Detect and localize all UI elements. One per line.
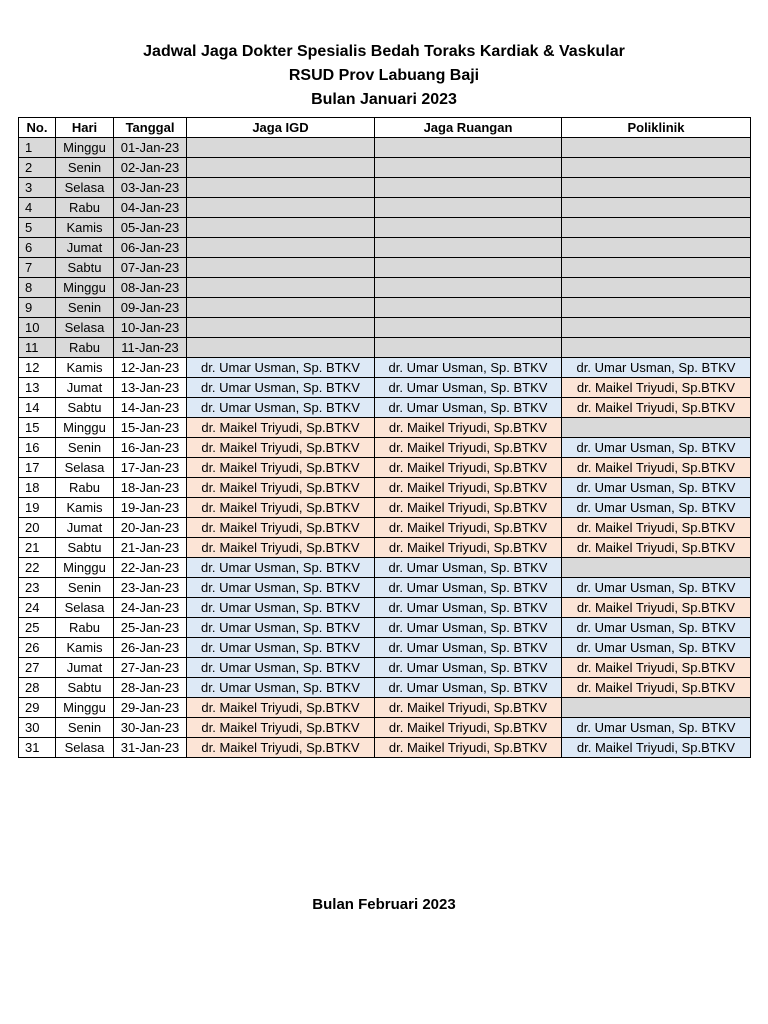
cell-jaga-ruangan: dr. Umar Usman, Sp. BTKV (375, 598, 562, 618)
cell-tanggal: 06-Jan-23 (114, 238, 187, 258)
cell-jaga-ruangan: dr. Maikel Triyudi, Sp.BTKV (375, 518, 562, 538)
cell-jaga-ruangan (375, 198, 562, 218)
table-row (19, 638, 751, 658)
cell-poliklinik (562, 338, 751, 358)
cell-jaga-igd: dr. Umar Usman, Sp. BTKV (187, 398, 375, 418)
cell-no: 12 (19, 358, 56, 378)
cell-hari: Senin (56, 158, 114, 178)
cell-no: 1 (19, 138, 56, 158)
cell-no: 14 (19, 398, 56, 418)
cell-tanggal: 09-Jan-23 (114, 298, 187, 318)
cell-no: 9 (19, 298, 56, 318)
cell-no: 25 (19, 618, 56, 638)
cell-hari: Minggu (56, 278, 114, 298)
cell-hari: Sabtu (56, 398, 114, 418)
table-row (19, 238, 751, 258)
cell-hari: Minggu (56, 418, 114, 438)
cell-jaga-igd: dr. Umar Usman, Sp. BTKV (187, 358, 375, 378)
cell-jaga-igd (187, 318, 375, 338)
cell-jaga-igd: dr. Umar Usman, Sp. BTKV (187, 638, 375, 658)
document-title: Jadwal Jaga Dokter Spesialis Bedah Toraks Kardiak & Vaskular (143, 43, 625, 60)
cell-hari: Kamis (56, 498, 114, 518)
cell-tanggal: 24-Jan-23 (114, 598, 187, 618)
cell-poliklinik: dr. Maikel Triyudi, Sp.BTKV (562, 378, 751, 398)
cell-no: 20 (19, 518, 56, 538)
cell-no: 11 (19, 338, 56, 358)
cell-jaga-ruangan: dr. Maikel Triyudi, Sp.BTKV (375, 458, 562, 478)
cell-tanggal: 25-Jan-23 (114, 618, 187, 638)
cell-jaga-igd (187, 158, 375, 178)
cell-jaga-igd (187, 298, 375, 318)
cell-jaga-ruangan: dr. Umar Usman, Sp. BTKV (375, 578, 562, 598)
cell-hari: Minggu (56, 138, 114, 158)
cell-jaga-igd: dr. Maikel Triyudi, Sp.BTKV (187, 538, 375, 558)
cell-no: 3 (19, 178, 56, 198)
table-row (19, 478, 751, 498)
cell-no: 17 (19, 458, 56, 478)
cell-poliklinik: dr. Umar Usman, Sp. BTKV (562, 438, 751, 458)
cell-jaga-igd (187, 338, 375, 358)
cell-jaga-ruangan: dr. Umar Usman, Sp. BTKV (375, 398, 562, 418)
cell-no: 16 (19, 438, 56, 458)
cell-tanggal: 04-Jan-23 (114, 198, 187, 218)
cell-tanggal: 26-Jan-23 (114, 638, 187, 658)
cell-tanggal: 30-Jan-23 (114, 718, 187, 738)
cell-hari: Selasa (56, 318, 114, 338)
cell-jaga-igd: dr. Umar Usman, Sp. BTKV (187, 678, 375, 698)
cell-no: 6 (19, 238, 56, 258)
cell-tanggal: 01-Jan-23 (114, 138, 187, 158)
cell-jaga-ruangan: dr. Maikel Triyudi, Sp.BTKV (375, 738, 562, 758)
cell-jaga-igd (187, 218, 375, 238)
schedule-table (18, 117, 751, 758)
cell-tanggal: 31-Jan-23 (114, 738, 187, 758)
cell-tanggal: 20-Jan-23 (114, 518, 187, 538)
cell-poliklinik: dr. Umar Usman, Sp. BTKV (562, 618, 751, 638)
cell-jaga-igd: dr. Umar Usman, Sp. BTKV (187, 598, 375, 618)
cell-poliklinik (562, 138, 751, 158)
table-row (19, 138, 751, 158)
table-row (19, 538, 751, 558)
cell-poliklinik: dr. Umar Usman, Sp. BTKV (562, 358, 751, 378)
cell-tanggal: 03-Jan-23 (114, 178, 187, 198)
table-row (19, 378, 751, 398)
cell-tanggal: 05-Jan-23 (114, 218, 187, 238)
cell-hari: Jumat (56, 238, 114, 258)
cell-poliklinik (562, 158, 751, 178)
cell-tanggal: 22-Jan-23 (114, 558, 187, 578)
table-row (19, 598, 751, 618)
table-row (19, 418, 751, 438)
cell-hari: Rabu (56, 618, 114, 638)
cell-hari: Minggu (56, 558, 114, 578)
cell-poliklinik (562, 278, 751, 298)
table-row (19, 298, 751, 318)
cell-tanggal: 18-Jan-23 (114, 478, 187, 498)
cell-jaga-igd: dr. Umar Usman, Sp. BTKV (187, 618, 375, 638)
cell-no: 5 (19, 218, 56, 238)
table-row (19, 218, 751, 238)
cell-hari: Selasa (56, 458, 114, 478)
cell-poliklinik: dr. Umar Usman, Sp. BTKV (562, 718, 751, 738)
cell-jaga-igd: dr. Umar Usman, Sp. BTKV (187, 558, 375, 578)
cell-tanggal: 07-Jan-23 (114, 258, 187, 278)
cell-hari: Jumat (56, 518, 114, 538)
cell-no: 13 (19, 378, 56, 398)
cell-hari: Jumat (56, 378, 114, 398)
cell-no: 24 (19, 598, 56, 618)
table-row (19, 398, 751, 418)
cell-no: 28 (19, 678, 56, 698)
cell-tanggal: 23-Jan-23 (114, 578, 187, 598)
table-row (19, 678, 751, 698)
cell-no: 8 (19, 278, 56, 298)
cell-jaga-igd: dr. Maikel Triyudi, Sp.BTKV (187, 418, 375, 438)
cell-jaga-igd: dr. Maikel Triyudi, Sp.BTKV (187, 498, 375, 518)
cell-jaga-ruangan (375, 318, 562, 338)
header-jaga-ruangan: Jaga Ruangan (375, 118, 562, 138)
cell-hari: Sabtu (56, 678, 114, 698)
cell-poliklinik: dr. Umar Usman, Sp. BTKV (562, 498, 751, 518)
cell-tanggal: 13-Jan-23 (114, 378, 187, 398)
table-row (19, 738, 751, 758)
cell-tanggal: 15-Jan-23 (114, 418, 187, 438)
cell-tanggal: 16-Jan-23 (114, 438, 187, 458)
cell-tanggal: 29-Jan-23 (114, 698, 187, 718)
cell-jaga-ruangan (375, 138, 562, 158)
cell-jaga-igd (187, 278, 375, 298)
next-month-title: Bulan Februari 2023 (312, 896, 456, 913)
cell-jaga-ruangan: dr. Maikel Triyudi, Sp.BTKV (375, 478, 562, 498)
cell-jaga-ruangan (375, 238, 562, 258)
cell-hari: Sabtu (56, 538, 114, 558)
cell-hari: Minggu (56, 698, 114, 718)
cell-poliklinik (562, 698, 751, 718)
cell-poliklinik (562, 558, 751, 578)
cell-poliklinik (562, 218, 751, 238)
cell-tanggal: 28-Jan-23 (114, 678, 187, 698)
cell-poliklinik (562, 418, 751, 438)
cell-hari: Selasa (56, 598, 114, 618)
table-row (19, 498, 751, 518)
table-row (19, 578, 751, 598)
cell-jaga-igd: dr. Maikel Triyudi, Sp.BTKV (187, 478, 375, 498)
cell-hari: Senin (56, 718, 114, 738)
table-row (19, 458, 751, 478)
table-row (19, 178, 751, 198)
cell-poliklinik (562, 238, 751, 258)
cell-poliklinik: dr. Maikel Triyudi, Sp.BTKV (562, 598, 751, 618)
cell-hari: Senin (56, 578, 114, 598)
cell-jaga-ruangan: dr. Maikel Triyudi, Sp.BTKV (375, 438, 562, 458)
month-title: Bulan Januari 2023 (311, 91, 457, 108)
cell-no: 2 (19, 158, 56, 178)
cell-hari: Rabu (56, 198, 114, 218)
cell-tanggal: 11-Jan-23 (114, 338, 187, 358)
header-hari: Hari (56, 118, 114, 138)
table-row (19, 158, 751, 178)
cell-jaga-ruangan: dr. Maikel Triyudi, Sp.BTKV (375, 538, 562, 558)
cell-no: 21 (19, 538, 56, 558)
cell-tanggal: 02-Jan-23 (114, 158, 187, 178)
cell-hari: Selasa (56, 738, 114, 758)
table-row (19, 318, 751, 338)
cell-jaga-ruangan: dr. Umar Usman, Sp. BTKV (375, 378, 562, 398)
table-row (19, 718, 751, 738)
cell-jaga-igd (187, 238, 375, 258)
cell-jaga-igd: dr. Umar Usman, Sp. BTKV (187, 378, 375, 398)
cell-tanggal: 27-Jan-23 (114, 658, 187, 678)
table-body (19, 138, 751, 758)
table-row (19, 518, 751, 538)
cell-jaga-ruangan: dr. Maikel Triyudi, Sp.BTKV (375, 418, 562, 438)
table-header-row (19, 118, 751, 138)
cell-jaga-ruangan: dr. Maikel Triyudi, Sp.BTKV (375, 698, 562, 718)
cell-poliklinik (562, 258, 751, 278)
cell-jaga-igd: dr. Maikel Triyudi, Sp.BTKV (187, 718, 375, 738)
cell-jaga-igd (187, 198, 375, 218)
cell-no: 31 (19, 738, 56, 758)
header-tanggal: Tanggal (114, 118, 187, 138)
cell-no: 19 (19, 498, 56, 518)
cell-poliklinik (562, 298, 751, 318)
cell-jaga-ruangan (375, 338, 562, 358)
header-jaga-igd: Jaga IGD (187, 118, 375, 138)
cell-poliklinik: dr. Maikel Triyudi, Sp.BTKV (562, 538, 751, 558)
cell-no: 22 (19, 558, 56, 578)
cell-no: 7 (19, 258, 56, 278)
cell-jaga-ruangan: dr. Maikel Triyudi, Sp.BTKV (375, 718, 562, 738)
cell-poliklinik: dr. Maikel Triyudi, Sp.BTKV (562, 738, 751, 758)
cell-jaga-ruangan: dr. Umar Usman, Sp. BTKV (375, 618, 562, 638)
cell-jaga-ruangan (375, 258, 562, 278)
cell-jaga-ruangan: dr. Umar Usman, Sp. BTKV (375, 678, 562, 698)
cell-tanggal: 08-Jan-23 (114, 278, 187, 298)
cell-jaga-ruangan: dr. Umar Usman, Sp. BTKV (375, 558, 562, 578)
table-row (19, 558, 751, 578)
cell-poliklinik (562, 198, 751, 218)
cell-jaga-igd: dr. Maikel Triyudi, Sp.BTKV (187, 458, 375, 478)
cell-hari: Rabu (56, 338, 114, 358)
cell-jaga-ruangan: dr. Maikel Triyudi, Sp.BTKV (375, 498, 562, 518)
cell-jaga-ruangan: dr. Umar Usman, Sp. BTKV (375, 358, 562, 378)
table-row (19, 258, 751, 278)
table-row (19, 698, 751, 718)
cell-jaga-ruangan (375, 178, 562, 198)
hospital-name: RSUD Prov Labuang Baji (288, 67, 480, 84)
cell-poliklinik: dr. Umar Usman, Sp. BTKV (562, 478, 751, 498)
cell-no: 30 (19, 718, 56, 738)
cell-jaga-igd: dr. Maikel Triyudi, Sp.BTKV (187, 698, 375, 718)
table-row (19, 438, 751, 458)
cell-poliklinik: dr. Maikel Triyudi, Sp.BTKV (562, 658, 751, 678)
cell-poliklinik (562, 178, 751, 198)
cell-no: 15 (19, 418, 56, 438)
table-row (19, 198, 751, 218)
cell-hari: Kamis (56, 218, 114, 238)
table-row (19, 618, 751, 638)
cell-no: 29 (19, 698, 56, 718)
cell-tanggal: 21-Jan-23 (114, 538, 187, 558)
cell-no: 23 (19, 578, 56, 598)
cell-jaga-igd: dr. Umar Usman, Sp. BTKV (187, 578, 375, 598)
table-row (19, 278, 751, 298)
cell-jaga-igd (187, 178, 375, 198)
cell-no: 18 (19, 478, 56, 498)
cell-hari: Sabtu (56, 258, 114, 278)
cell-jaga-ruangan (375, 218, 562, 238)
cell-poliklinik: dr. Maikel Triyudi, Sp.BTKV (562, 678, 751, 698)
cell-hari: Rabu (56, 478, 114, 498)
cell-jaga-igd (187, 138, 375, 158)
cell-no: 27 (19, 658, 56, 678)
cell-poliklinik: dr. Umar Usman, Sp. BTKV (562, 638, 751, 658)
table-row (19, 338, 751, 358)
table-row (19, 358, 751, 378)
cell-poliklinik: dr. Umar Usman, Sp. BTKV (562, 578, 751, 598)
cell-tanggal: 14-Jan-23 (114, 398, 187, 418)
cell-jaga-ruangan (375, 278, 562, 298)
cell-jaga-igd: dr. Maikel Triyudi, Sp.BTKV (187, 518, 375, 538)
cell-jaga-ruangan (375, 158, 562, 178)
cell-jaga-igd: dr. Umar Usman, Sp. BTKV (187, 658, 375, 678)
header-no: No. (19, 118, 56, 138)
cell-hari: Selasa (56, 178, 114, 198)
cell-jaga-igd: dr. Maikel Triyudi, Sp.BTKV (187, 438, 375, 458)
cell-poliklinik: dr. Maikel Triyudi, Sp.BTKV (562, 458, 751, 478)
cell-no: 4 (19, 198, 56, 218)
document-header (0, 40, 768, 112)
cell-jaga-ruangan (375, 298, 562, 318)
cell-poliklinik (562, 318, 751, 338)
cell-hari: Senin (56, 438, 114, 458)
cell-tanggal: 17-Jan-23 (114, 458, 187, 478)
cell-no: 10 (19, 318, 56, 338)
cell-tanggal: 19-Jan-23 (114, 498, 187, 518)
cell-poliklinik: dr. Maikel Triyudi, Sp.BTKV (562, 398, 751, 418)
cell-jaga-ruangan: dr. Umar Usman, Sp. BTKV (375, 638, 562, 658)
cell-hari: Senin (56, 298, 114, 318)
table-row (19, 658, 751, 678)
cell-tanggal: 10-Jan-23 (114, 318, 187, 338)
cell-hari: Kamis (56, 358, 114, 378)
cell-tanggal: 12-Jan-23 (114, 358, 187, 378)
cell-poliklinik: dr. Maikel Triyudi, Sp.BTKV (562, 518, 751, 538)
cell-no: 26 (19, 638, 56, 658)
cell-jaga-igd: dr. Maikel Triyudi, Sp.BTKV (187, 738, 375, 758)
header-poliklinik: Poliklinik (562, 118, 751, 138)
cell-hari: Jumat (56, 658, 114, 678)
cell-jaga-ruangan: dr. Umar Usman, Sp. BTKV (375, 658, 562, 678)
cell-hari: Kamis (56, 638, 114, 658)
cell-jaga-igd (187, 258, 375, 278)
